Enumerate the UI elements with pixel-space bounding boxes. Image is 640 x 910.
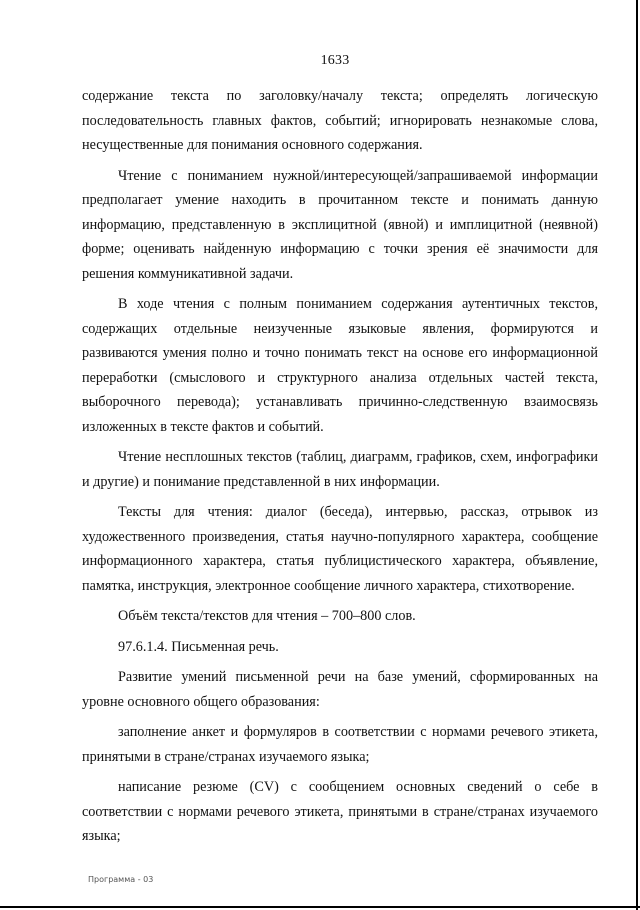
paragraph: Тексты для чтения: диалог (беседа), интервью, рассказ, отрывок из художественного произведения, статья научно-популярного характера, сообщение информационного характера, статья публицистического характера, объявление, памятка, инструкция, электронное сообщение личного характера, стихотворение. [82, 504, 598, 594]
scan-edge-right [636, 0, 638, 910]
paragraph: Развитие умений письменной речи на базе умений, сформированных на уровне основного общего образования: [82, 669, 598, 710]
body-text [82, 84, 598, 855]
paragraph: Объём текста/текстов для чтения – 700–800 слов. [118, 608, 416, 624]
footer-note: Программа - 03 [88, 875, 154, 884]
paragraph: Чтение несплошных текстов (таблиц, диаграмм, графиков, схем, инфографики и другие) и понимание представленной в них информации. [82, 449, 598, 490]
paragraph: Чтение с пониманием нужной/интересующей/запрашиваемой информации предполагает умение находить в прочитанном тексте и понимать данную информацию, представленную в эксплицитной (явной) и имплицитной (неявной) форме; оценивать найденную информацию с точки зрения её значимости для решения коммуникативной задачи. [82, 167, 598, 282]
paragraph: написание резюме (CV) с сообщением основных сведений о себе в соответствии с нормами речевого этикета, принятыми в стране/странах изучаемого языка; [82, 779, 598, 844]
section-heading: 97.6.1.4. Письменная речь. [118, 638, 279, 655]
paragraph: содержание текста по заголовку/началу текста; определять логическую последовательность главных фактов, событий; игнорировать незнакомые слова, несущественные для понимания основного содержания. [82, 88, 598, 153]
page-number: 1633 [320, 53, 350, 68]
paragraph: В ходе чтения с полным пониманием содержания аутентичных текстов, содержащих отдельные неизученные языковые явления, формируются и развиваются умения полно и точно понимать текст на основе его информационной переработки (смыслового и структурного анализа отдельных частей текста, выборочного перевода); устанавливать причинно-следственную взаимосвязь изложенных в тексте фактов и событий. [82, 296, 598, 435]
paragraph: заполнение анкет и формуляров в соответствии с нормами речевого этикета, принятыми в стране/странах изучаемого языка; [82, 724, 598, 765]
scan-edge-bottom [0, 906, 640, 908]
